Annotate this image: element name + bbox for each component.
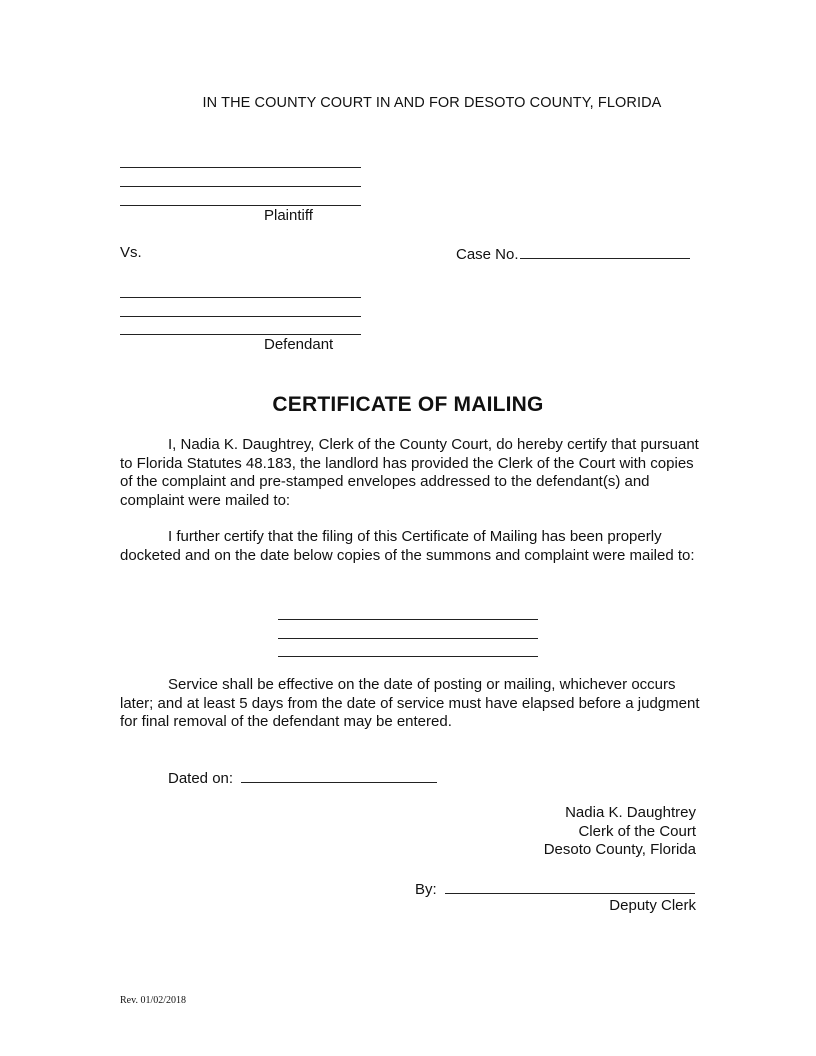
vs-label: Vs. <box>120 244 142 261</box>
clerk-title: Clerk of the Court <box>578 823 696 840</box>
plaintiff-line-2[interactable] <box>120 186 361 187</box>
clerk-county: Desoto County, Florida <box>543 841 696 858</box>
by-signature-field <box>415 879 695 898</box>
dated-field <box>168 768 437 787</box>
dated-blank[interactable] <box>241 768 437 783</box>
document-title: CERTIFICATE OF MAILING <box>272 393 544 416</box>
plaintiff-line-3[interactable] <box>120 205 361 206</box>
case-number-blank[interactable] <box>520 244 690 259</box>
revision-date: Rev. 01/02/2018 <box>120 995 187 1006</box>
plaintiff-label: Plaintiff <box>264 207 313 224</box>
defendant-line-3[interactable] <box>120 334 361 335</box>
service-paragraph: Service shall be effective on the date of posting or mailing, whichever occurs later; and at least 5 days from the date of service must have elapsed before a judgment for final removal of the defendant may be entered. <box>120 676 700 730</box>
mailing-address-line-1[interactable] <box>278 619 538 620</box>
deputy-clerk-label: Deputy Clerk <box>609 897 696 914</box>
clerk-name: Nadia K. Daughtrey <box>565 804 696 821</box>
by-label: By: <box>415 881 437 898</box>
court-header: IN THE COUNTY COURT IN AND FOR DESOTO COUNTY, FLORIDA <box>202 95 662 111</box>
defendant-line-1[interactable] <box>120 297 361 298</box>
certification-paragraph-1: I, Nadia K. Daughtrey, Clerk of the County Court, do hereby certify that pursuant to Florida Statutes 48.183, the landlord has provided the Clerk of the Court with copies of the complaint and pre-stamped envelopes addressed to the defendant(s) and complaint were mailed to: <box>120 436 699 509</box>
defendant-line-2[interactable] <box>120 316 361 317</box>
case-number-field <box>456 244 690 263</box>
dated-label: Dated on: <box>168 770 234 787</box>
certification-paragraph-2: I further certify that the filing of this Certificate of Mailing has been properly docketed and on the date below copies of the summons and complaint were mailed to: <box>120 528 695 564</box>
by-signature-blank[interactable] <box>445 879 695 894</box>
plaintiff-line-1[interactable] <box>120 167 361 168</box>
mailing-address-line-2[interactable] <box>278 638 538 639</box>
defendant-label: Defendant <box>264 336 334 353</box>
mailing-address-line-3[interactable] <box>278 656 538 657</box>
case-number-label: Case No. <box>456 246 519 263</box>
